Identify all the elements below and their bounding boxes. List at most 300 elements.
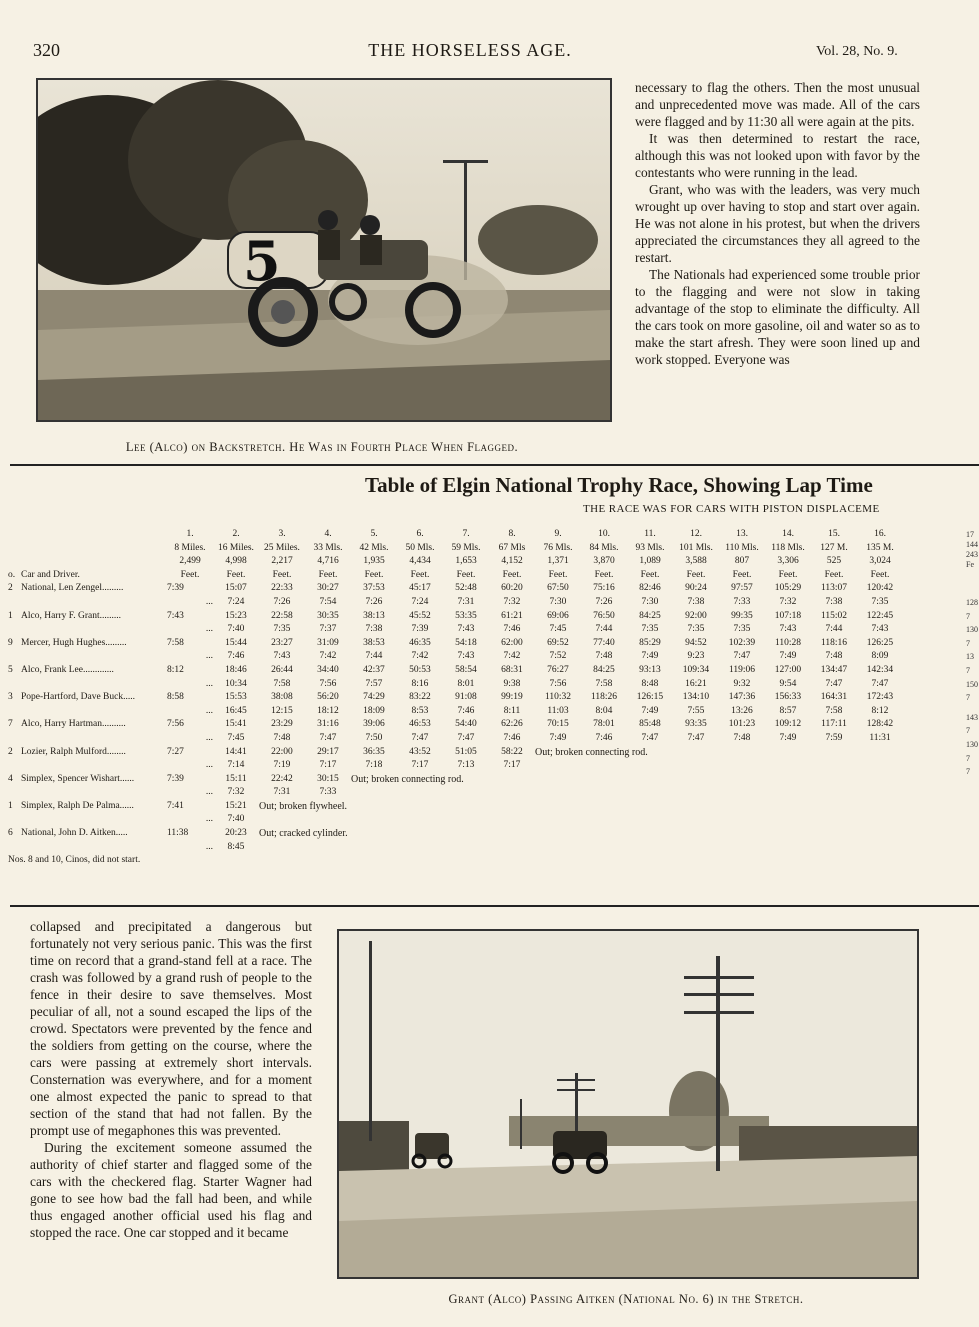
lap-time: 9:23 (687, 651, 705, 662)
column-miles: 25 Miles. (264, 542, 300, 553)
table-row (8, 691, 903, 705)
column-miles: 135 M. (866, 542, 894, 553)
lap-time: 16:45 (225, 705, 247, 716)
lap-time: 8:53 (411, 705, 429, 716)
elapsed-time: 75:16 (593, 583, 615, 594)
lap-time: 7:18 (365, 760, 383, 771)
lap-time: ... (205, 624, 213, 635)
lap-time: 7:32 (779, 596, 797, 607)
car-number: 4 (8, 773, 13, 784)
lap-time: 7:19 (273, 760, 291, 771)
paragraph: It was then determined to restart the race, although this was not looked upon with favor by the contestants who were running in the lead. (635, 131, 920, 180)
elapsed-time: 50:53 (409, 664, 431, 675)
feet-label: Feet. (732, 569, 752, 580)
lap-time: 7:43 (457, 651, 475, 662)
lap-time: 7:48 (595, 651, 613, 662)
table-row-laps (8, 596, 903, 610)
lap-time: 7:44 (365, 651, 383, 662)
lap-time: 7:58 (273, 678, 291, 689)
lap-time: 7:43 (273, 651, 291, 662)
edge-text: 13 (966, 652, 974, 662)
lap-time: 7:47 (825, 678, 843, 689)
lap-time: 7:47 (319, 732, 337, 743)
car-number: 7 (8, 719, 13, 730)
elapsed-time: 76:50 (593, 610, 615, 621)
lap-table-wrapper (8, 528, 968, 868)
elapsed-time: 90:24 (685, 583, 707, 594)
column-miles: 16 Miles. (218, 542, 254, 553)
elapsed-time: 14:41 (225, 746, 247, 757)
table-row (8, 800, 903, 814)
car-number: 2 (8, 746, 13, 757)
blank-cell (21, 786, 167, 800)
lap-time: ... (205, 814, 213, 825)
elapsed-time: 164:31 (820, 692, 848, 703)
truncated-column-17-values (966, 596, 979, 779)
lap-time: 7:49 (549, 732, 567, 743)
column-miles: 101 Mls. (679, 542, 713, 553)
column-miles: 59 Mls. (451, 542, 481, 553)
edge-text: Fe (966, 560, 974, 569)
lap-time: 7:49 (779, 651, 797, 662)
blank-cell (8, 650, 21, 664)
table-row (8, 827, 903, 841)
lap-time: 10:34 (225, 678, 247, 689)
column-feet: 2,499 (179, 556, 201, 567)
bottom-photo-caption: Grant (Alco) Passing Aitken (National No. 6) in the Stretch. (448, 1292, 804, 1306)
feet-label: Feet. (502, 569, 522, 580)
blank-cell (21, 678, 167, 692)
elapsed-time: 113:07 (820, 583, 848, 594)
lap-time: 7:26 (595, 596, 613, 607)
lap-time: 7:30 (641, 596, 659, 607)
lap-time: 7:46 (457, 705, 475, 716)
column-number: 1. (186, 529, 194, 539)
right-column (635, 79, 920, 368)
feet-label: Feet. (778, 569, 798, 580)
elapsed-time: 93:35 (685, 719, 707, 730)
table-row (8, 610, 903, 624)
blank-cell (8, 596, 21, 610)
lap-time: 7:31 (273, 787, 291, 798)
stretch-photo (339, 931, 917, 1277)
table-row-laps (8, 786, 903, 800)
lap-time: 11:31 (869, 732, 891, 743)
elapsed-time: 85:48 (639, 719, 661, 730)
column-miles: 127 M. (820, 542, 848, 553)
blank-cell (8, 732, 21, 746)
elapsed-time: 117:11 (821, 719, 847, 730)
header-row (8, 569, 903, 583)
blank-cell (21, 705, 167, 719)
lap-time: 7:46 (227, 651, 245, 662)
elapsed-time: 15:11 (225, 773, 247, 784)
column-number: 5. (370, 529, 378, 539)
blank-cell (8, 555, 21, 569)
table-row-laps (8, 705, 903, 719)
elapsed-time: 99:19 (501, 692, 523, 703)
elapsed-time: 22:42 (271, 773, 293, 784)
lap-time: 8:04 (595, 705, 613, 716)
feet-label: Feet. (364, 569, 384, 580)
elapsed-time: 7:39 (167, 773, 184, 784)
elapsed-time: 69:06 (547, 610, 569, 621)
paragraph: necessary to flag the others. Then the most unusual and unprecedented move was made. All of the cars were flagged and by 11:30 all were again at the pits. (635, 80, 920, 129)
elapsed-time: 58:22 (501, 746, 523, 757)
elapsed-time: 8:58 (167, 692, 184, 703)
edge-text: 7 (966, 611, 970, 621)
table-row (8, 664, 903, 678)
column-feet: 3,588 (685, 556, 707, 567)
elapsed-time: 36:35 (363, 746, 385, 757)
blank-cell (8, 678, 21, 692)
column-miles: 8 Miles. (174, 542, 206, 553)
blank-cell (21, 759, 167, 773)
elapsed-time: 119:06 (728, 664, 756, 675)
lap-time: 7:47 (871, 678, 889, 689)
column-number: 3. (278, 529, 286, 539)
status-note: Out; broken connecting rod. (351, 773, 464, 785)
lap-time: 7:47 (733, 651, 751, 662)
feet-label: Feet. (594, 569, 614, 580)
blank-cell (8, 528, 21, 542)
car-driver: Alco, Frank Lee............. (21, 664, 114, 675)
lap-time: 7:52 (549, 651, 567, 662)
elapsed-time: 31:16 (317, 719, 339, 730)
blank-cell (8, 841, 21, 855)
edge-text: 17 (966, 530, 974, 539)
lap-time: 7:24 (227, 596, 245, 607)
elapsed-time: 122:45 (866, 610, 894, 621)
elapsed-time: 109:12 (774, 719, 802, 730)
lap-time: 7:43 (779, 624, 797, 635)
elapsed-time: 22:58 (271, 610, 293, 621)
elapsed-time: 69:52 (547, 637, 569, 648)
lap-time: 8:48 (641, 678, 659, 689)
column-feet: 3,870 (593, 556, 615, 567)
lap-time: 8:01 (457, 678, 475, 689)
car-number: 9 (8, 637, 13, 648)
elapsed-time: 39:06 (363, 719, 385, 730)
lap-time: ... (205, 678, 213, 689)
elapsed-time: 85:29 (639, 637, 661, 648)
edge-text: 150 (966, 679, 978, 689)
elapsed-time: 46:35 (409, 637, 431, 648)
elapsed-time: 134:47 (820, 664, 848, 675)
lap-time: 7:48 (733, 732, 751, 743)
column-number: 15. (828, 529, 840, 539)
elapsed-time: 126:25 (866, 637, 894, 648)
column-miles: 42 Mls. (359, 542, 389, 553)
elapsed-time: 7:58 (167, 637, 184, 648)
truncated-column-17 (966, 530, 979, 570)
lap-time: 7:42 (411, 651, 429, 662)
elapsed-time: 74:29 (363, 692, 385, 703)
elapsed-time: 37:53 (363, 583, 385, 594)
blank-cell (8, 813, 21, 827)
car-number: 1 (8, 800, 13, 811)
column-miles: 76 Mls. (543, 542, 573, 553)
car-driver: Alco, Harry F. Grant......... (21, 610, 122, 621)
lap-time: 7:40 (227, 624, 245, 635)
elapsed-time: 107:18 (774, 610, 802, 621)
column-miles: 84 Mls. (589, 542, 619, 553)
table-row (8, 718, 903, 732)
lap-time: 7:56 (319, 678, 337, 689)
paragraph: Grant, who was with the leaders, was very much wrought up over having to stop and start over again. He was not alone in his protest, but when the drivers appreciated the circumstances they all agreed to the restart. (635, 182, 920, 265)
blank-cell (21, 813, 167, 827)
blank-cell (21, 623, 167, 637)
lap-time: 7:44 (825, 624, 843, 635)
elapsed-time: 54:40 (455, 719, 477, 730)
column-feet: 1,653 (455, 556, 477, 567)
lap-time: 7:45 (227, 732, 245, 743)
edge-text: 7 (966, 753, 970, 763)
edge-text: 128 (966, 598, 978, 607)
lap-time: 7:42 (503, 651, 521, 662)
status-note: Out; cracked cylinder. (259, 828, 348, 840)
lap-time: 7:37 (319, 624, 337, 635)
elapsed-time: 23:27 (271, 637, 293, 648)
lap-time: 11:03 (547, 705, 569, 716)
blank-cell (21, 732, 167, 746)
column-miles: 33 Mls. (313, 542, 343, 553)
elapsed-time: 15:53 (225, 692, 247, 703)
column-number: 16. (874, 529, 886, 539)
lap-time: 7:47 (641, 732, 659, 743)
edge-text: 144 (966, 540, 978, 549)
lap-time: 7:46 (503, 732, 521, 743)
edge-text: 130 (966, 625, 978, 635)
elapsed-time: 15:41 (225, 719, 247, 730)
paragraph: During the excitement someone assumed the authority of chief starter and flagged some of the cars with the checkered flag. Starter Wagner had gone to see how bad the fall had been, and while thus engaged another official used his flag and stopped the race. One car stopped and it became (30, 1140, 312, 1240)
feet-label: Feet. (180, 569, 200, 580)
elapsed-time: 94:52 (685, 637, 707, 648)
lap-time: 7:35 (733, 624, 751, 635)
elapsed-time: 42:37 (363, 664, 385, 675)
car-number-five: 5 (243, 229, 281, 293)
elapsed-time: 30:27 (317, 583, 339, 594)
elapsed-time: 76:27 (547, 664, 569, 675)
table-row-laps (8, 732, 903, 746)
lap-time: 7:45 (549, 624, 567, 635)
elapsed-time: 45:17 (409, 583, 431, 594)
column-miles: 93 Mls. (635, 542, 665, 553)
lap-time: 7:38 (687, 596, 705, 607)
column-feet: 807 (734, 556, 750, 567)
lap-time: 7:32 (503, 596, 521, 607)
car-number-header: o. (8, 569, 16, 580)
column-miles: 67 Mls (498, 542, 526, 553)
elapsed-time: 118:26 (590, 692, 618, 703)
lap-time: 7:56 (549, 678, 567, 689)
lap-time: 7:33 (733, 596, 751, 607)
elapsed-time: 8:12 (167, 664, 184, 675)
column-number: 12. (690, 529, 702, 539)
lap-time: 7:26 (365, 596, 383, 607)
feet-label: Feet. (686, 569, 706, 580)
column-feet: 1,089 (639, 556, 661, 567)
elapsed-time: 52:48 (455, 583, 477, 594)
lap-time: 18:09 (363, 705, 385, 716)
blank-cell (21, 841, 167, 855)
lap-time: ... (205, 705, 213, 716)
car-driver: Lozier, Ralph Mulford........ (21, 746, 126, 757)
elapsed-time: 7:43 (167, 610, 184, 621)
column-feet: 4,716 (317, 556, 339, 567)
elapsed-time: 7:39 (167, 583, 184, 594)
top-photo-caption: Lee (Alco) on Backstretch. He Was in Fourth Place When Flagged. (125, 440, 519, 454)
lap-time: 7:57 (365, 678, 383, 689)
edge-text: 143 (966, 712, 978, 722)
elapsed-time: 77:40 (593, 637, 615, 648)
feet-label: Feet. (824, 569, 844, 580)
lap-time: 7:17 (319, 760, 337, 771)
lap-time: 16:21 (685, 678, 707, 689)
table-bottom-rule (10, 905, 979, 907)
lap-time: 7:55 (687, 705, 705, 716)
blank-cell (21, 542, 167, 556)
lap-time: ... (205, 732, 213, 743)
elapsed-time: 23:29 (271, 719, 293, 730)
column-feet: 525 (826, 556, 842, 567)
lap-time: 7:35 (273, 624, 291, 635)
lap-time: 7:49 (779, 732, 797, 743)
table-row-laps (8, 841, 903, 855)
column-feet: 3,306 (777, 556, 799, 567)
table-subtitle: THE RACE WAS FOR CARS WITH PISTON DISPLACEME (583, 503, 880, 515)
lap-time: ... (205, 651, 213, 662)
lap-time: 7:47 (457, 732, 475, 743)
paragraph: collapsed and precipitated a dangerous but fortunately not very serious panic. This was the first time on record that a grand-stand fell at a race. The crash was followed by a grand rush of people to the fence in their desire to save themselves. Most peculiar of all, not a sound escaped the lips of the crowd. Spectators were prevented by the fence and the soldiers from getting on the course, where the cars were passing at extremely short intervals. Consternation was everywhere, and for a moment one almost expected the panic to spread to that section of the stand that had not fallen. By the prompt use of megaphones this was prevented. (30, 919, 312, 1138)
lap-time: 7:47 (411, 732, 429, 743)
lap-time: ... (205, 760, 213, 771)
blank-cell (21, 528, 167, 542)
lap-time: 13:26 (731, 705, 753, 716)
volume-label: Vol. 28, No. 9. (816, 44, 898, 59)
elapsed-time: 22:00 (271, 746, 293, 757)
lap-time: 7:17 (411, 760, 429, 771)
lap-time: 8:12 (871, 705, 889, 716)
elapsed-time: 142:34 (866, 664, 894, 675)
footnote-row (8, 854, 903, 868)
elapsed-time: 101:23 (728, 719, 756, 730)
car-driver: Pope-Hartford, Dave Buck..... (21, 692, 135, 703)
elapsed-time: 58:54 (455, 664, 477, 675)
elapsed-time: 105:29 (774, 583, 802, 594)
top-photo (36, 78, 612, 422)
elapsed-time: 54:18 (455, 637, 477, 648)
column-feet: 4,152 (501, 556, 523, 567)
elapsed-time: 67:50 (547, 583, 569, 594)
column-feet: 4,434 (409, 556, 431, 567)
table-row-laps (8, 813, 903, 827)
elapsed-time: 22:33 (271, 583, 293, 594)
lap-time: 7:39 (411, 624, 429, 635)
elapsed-time: 84:25 (639, 610, 661, 621)
elapsed-time: 82:46 (639, 583, 661, 594)
feet-label: Feet. (272, 569, 292, 580)
lap-time: 8:09 (871, 651, 889, 662)
elapsed-time: 93:13 (639, 664, 661, 675)
lap-time: 7:35 (871, 596, 889, 607)
status-note: Out; broken flywheel. (259, 800, 348, 812)
car-driver: Alco, Harry Hartman.......... (21, 719, 126, 730)
elapsed-time: 127:00 (774, 664, 802, 675)
elapsed-time: 115:02 (820, 610, 848, 621)
table-row-laps (8, 678, 903, 692)
elapsed-time: 120:42 (866, 583, 894, 594)
elapsed-time: 56:20 (317, 692, 339, 703)
table-row-laps (8, 650, 903, 664)
page-number: 320 (33, 40, 60, 60)
elapsed-time: 99:35 (731, 610, 753, 621)
blank-cell (8, 623, 21, 637)
lap-time: 7:24 (411, 596, 429, 607)
elapsed-time: 78:01 (593, 719, 615, 730)
lap-time: 7:48 (273, 732, 291, 743)
lap-time: 9:32 (733, 678, 751, 689)
lap-time: 7:43 (871, 624, 889, 635)
elapsed-time: 29:17 (317, 746, 339, 757)
journal-title: THE HORSELESS AGE. (368, 40, 572, 60)
edge-text: 7 (966, 767, 970, 777)
elapsed-time: 31:09 (317, 637, 339, 648)
car-driver: Simplex, Spencer Wishart...... (21, 773, 135, 784)
elapsed-time: 70:15 (547, 719, 569, 730)
feet-label: Feet. (548, 569, 568, 580)
column-number: 7. (462, 529, 470, 539)
lap-time: 7:49 (641, 705, 659, 716)
elapsed-time: 83:22 (409, 692, 431, 703)
blank-cell (8, 786, 21, 800)
feet-label: Feet. (640, 569, 660, 580)
column-feet: 2,217 (271, 556, 293, 567)
elapsed-time: 110:32 (544, 692, 572, 703)
lap-time: 18:12 (317, 705, 339, 716)
elapsed-time: 38:08 (271, 692, 293, 703)
lap-time: 8:11 (503, 705, 521, 716)
elapsed-time: 126:15 (636, 692, 664, 703)
table-row (8, 582, 903, 596)
elapsed-time: 84:25 (593, 664, 615, 675)
table-row-laps (8, 759, 903, 773)
lap-time: 7:38 (825, 596, 843, 607)
column-number: 9. (554, 529, 562, 539)
lap-time: 7:38 (365, 624, 383, 635)
table-row-laps (8, 623, 903, 637)
lap-time: 8:45 (227, 841, 245, 852)
elapsed-time: 68:31 (501, 664, 523, 675)
car-number: 6 (8, 828, 13, 839)
lap-time: 7:17 (503, 760, 521, 771)
lap-time: ... (205, 841, 213, 852)
blank-cell (21, 596, 167, 610)
elapsed-time: 91:08 (455, 692, 477, 703)
elapsed-time: 15:07 (225, 583, 247, 594)
lap-time: 7:30 (549, 596, 567, 607)
bottom-photo (337, 929, 919, 1279)
column-miles: 118 Mls. (771, 542, 805, 553)
elapsed-time: 18:46 (225, 664, 247, 675)
column-miles: 110 Mls. (725, 542, 759, 553)
elapsed-time: 62:26 (501, 719, 523, 730)
table-row (8, 773, 903, 787)
car-number: 2 (8, 583, 13, 594)
lap-time: 8:16 (411, 678, 429, 689)
edge-text: 7 (966, 693, 970, 703)
column-feet: 4,998 (225, 556, 247, 567)
